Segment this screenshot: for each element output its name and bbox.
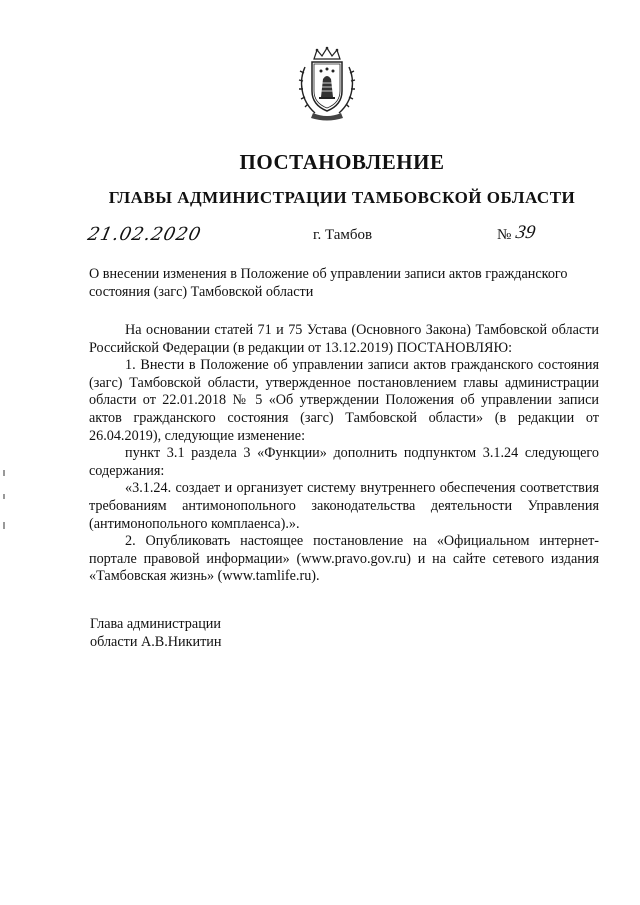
document-date: 21.02.2020 xyxy=(85,224,204,245)
document-number: 39 xyxy=(514,222,537,243)
document-number-label: № xyxy=(497,227,512,243)
scan-edge-marks xyxy=(3,470,7,540)
scan-mark xyxy=(3,494,5,499)
body-paragraph: пункт 3.1 раздела 3 «Функции» дополнить подпунктом 3.1.24 следующего содержания: xyxy=(89,445,599,479)
body-paragraph: «3.1.24. создает и организует систему внутреннего обеспечения соответствия требованиям антимонопольного законодательства деятельности Управления (антимонопольного комплаенса).». xyxy=(89,480,599,532)
signature-position: Глава администрации xyxy=(90,616,221,632)
document-body xyxy=(89,322,599,586)
tambov-coat-of-arms-icon xyxy=(297,45,357,121)
subject-line: состояния (загс) Тамбовской области xyxy=(89,283,314,300)
document-city: г. Тамбов xyxy=(313,227,373,243)
signature-block xyxy=(90,616,221,651)
body-paragraph: 2. Опубликовать настоящее постановление на «Официальном интернет-портале правовой информации» (www.pravo.gov.ru) и на сайте сетевого издания «Тамбовская жизнь» (www.tamlife.ru). xyxy=(89,533,599,585)
document-subtitle: ГЛАВЫ АДМИНИСТРАЦИИ ТАМБОВСКОЙ ОБЛАСТИ xyxy=(108,188,576,207)
subject-line: О внесении изменения в Положение об управлении записи актов гражданского xyxy=(89,266,568,282)
body-paragraph: На основании статей 71 и 75 Устава (Основного Закона) Тамбовской области Российской Федерации (в редакции от 13.12.2019) ПОСТАНОВЛЯЮ: xyxy=(89,322,599,356)
signature-name: области А.В.Никитин xyxy=(90,633,222,650)
body-paragraph: 1. Внести в Положение об управлении записи актов гражданского состояния (загс) Тамбовской области, утвержденное постановлением главы администрации области от 22.01.2018 № 5 «Об утверждении Положения об управлении записи актов гражданского состояния (загс) Тамбовской области» (в редакции от 26.04.2019), следующие изменение: xyxy=(89,357,599,444)
document-subject xyxy=(89,266,599,301)
document-title: ПОСТАНОВЛЕНИЕ xyxy=(239,150,445,174)
scan-mark xyxy=(3,470,5,476)
scan-mark xyxy=(3,522,5,529)
